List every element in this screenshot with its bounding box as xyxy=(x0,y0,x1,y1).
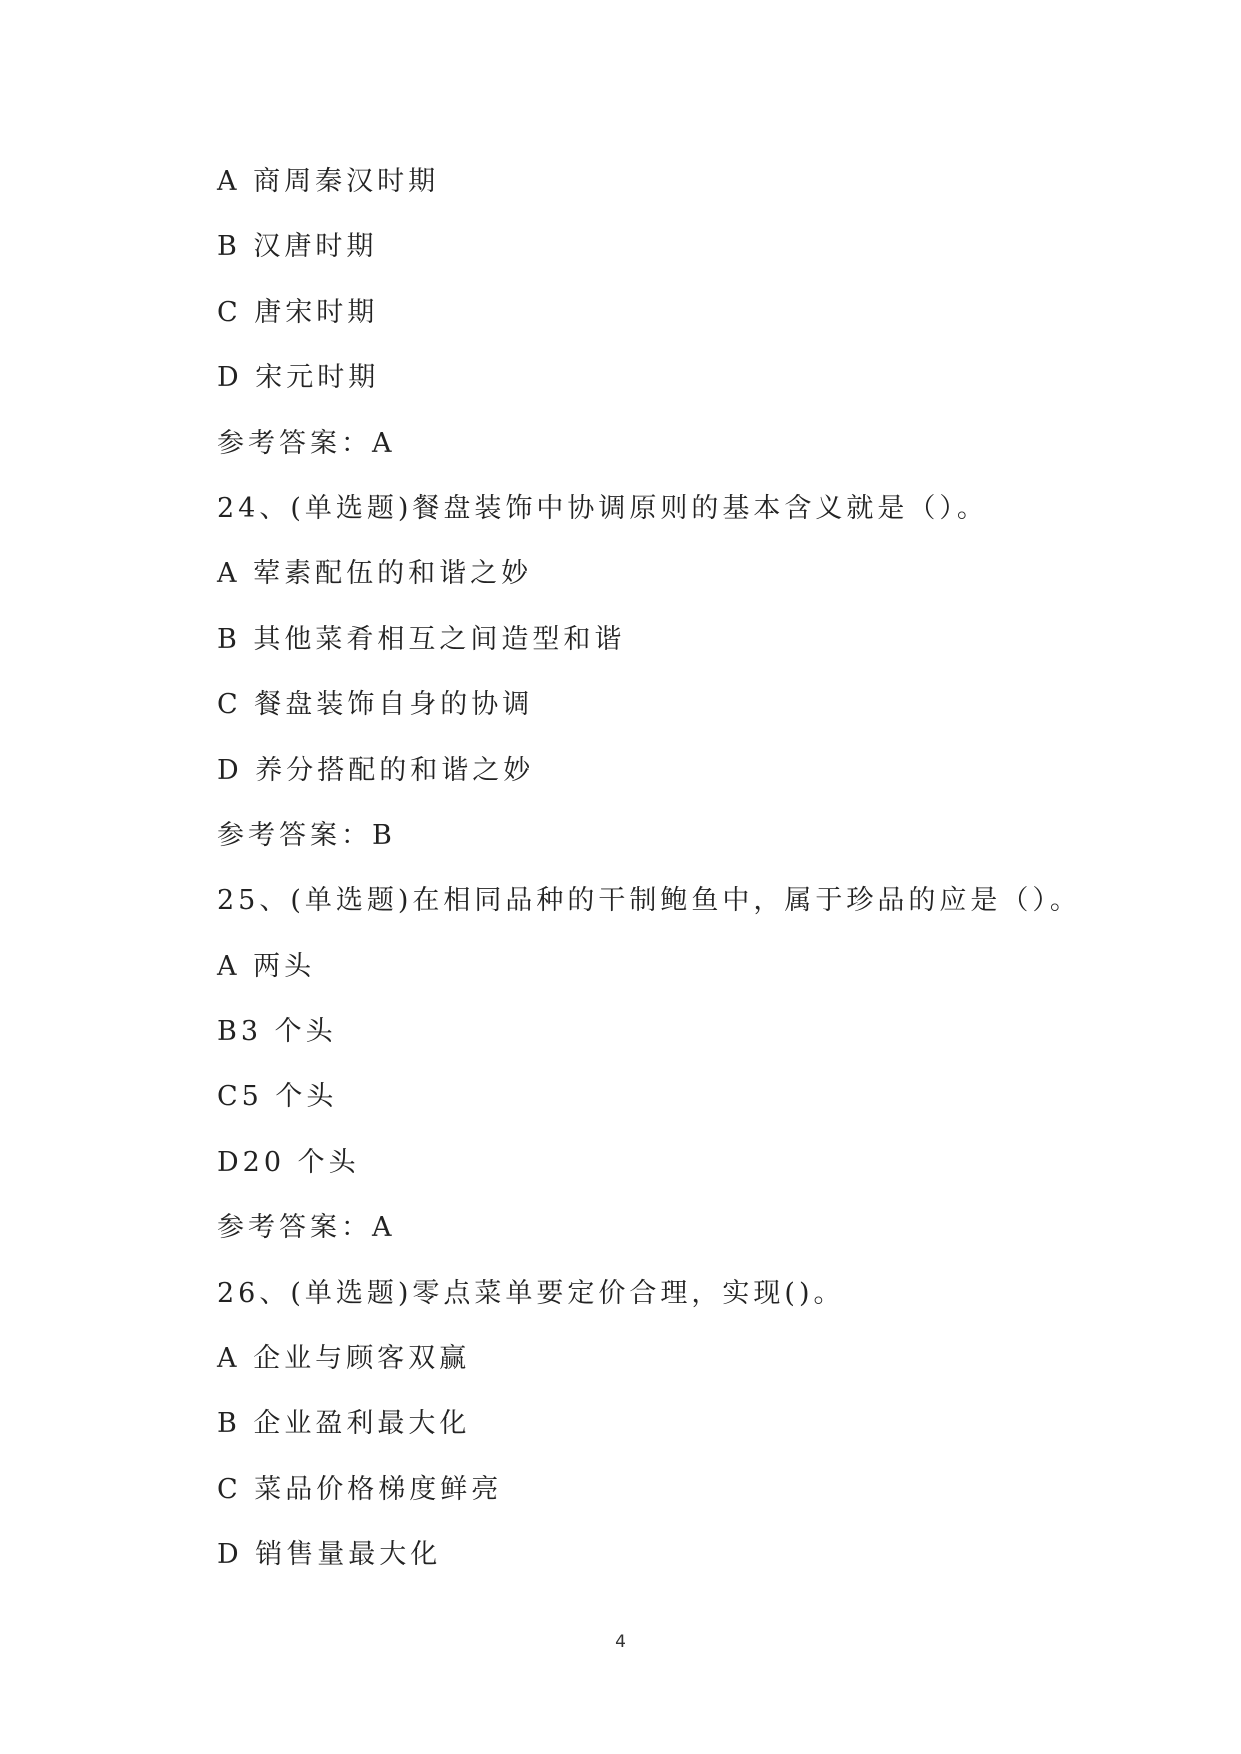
option-q24-b: B 其他菜肴相互之间造型和谐 xyxy=(217,623,626,655)
answer-q24: 参考答案：B xyxy=(217,819,396,851)
option-q23-a: A 商周秦汉时期 xyxy=(217,166,440,197)
option-q24-d: D 养分搭配的和谐之妙 xyxy=(217,754,535,786)
option-q24-a: A 荤素配伍的和谐之妙 xyxy=(217,558,533,590)
option-q25-d: D20 个头 xyxy=(217,1146,360,1178)
page-content xyxy=(217,160,1117,1599)
option-q23-c: C 唐宋时期 xyxy=(217,296,379,328)
option-q23-b: B 汉唐时期 xyxy=(217,231,378,263)
question-25: 25、(单选题)在相同品种的干制鲍鱼中，属于珍品的应是（）。 xyxy=(217,885,1081,917)
question-26: 26、(单选题)零点菜单要定价合理，实现()。 xyxy=(217,1277,845,1309)
answer-q25: 参考答案：A xyxy=(217,1212,396,1244)
page-number: 4 xyxy=(615,1632,626,1652)
option-q23-d: D 宋元时期 xyxy=(217,362,380,394)
question-24: 24、(单选题)餐盘装饰中协调原则的基本含义就是（）。 xyxy=(217,492,988,524)
option-q26-c: C 菜品价格梯度鲜亮 xyxy=(217,1473,503,1505)
option-q25-b: B3 个头 xyxy=(217,1016,337,1048)
option-q26-a: A 企业与顾客双赢 xyxy=(217,1343,471,1375)
option-q25-a: A 两头 xyxy=(217,950,316,982)
answer-q23: 参考答案：A xyxy=(217,427,396,459)
option-q26-b: B 企业盈利最大化 xyxy=(217,1408,471,1440)
option-q24-c: C 餐盘装饰自身的协调 xyxy=(217,689,534,721)
option-q25-c: C5 个头 xyxy=(217,1081,338,1113)
option-q26-d: D 销售量最大化 xyxy=(217,1539,442,1571)
